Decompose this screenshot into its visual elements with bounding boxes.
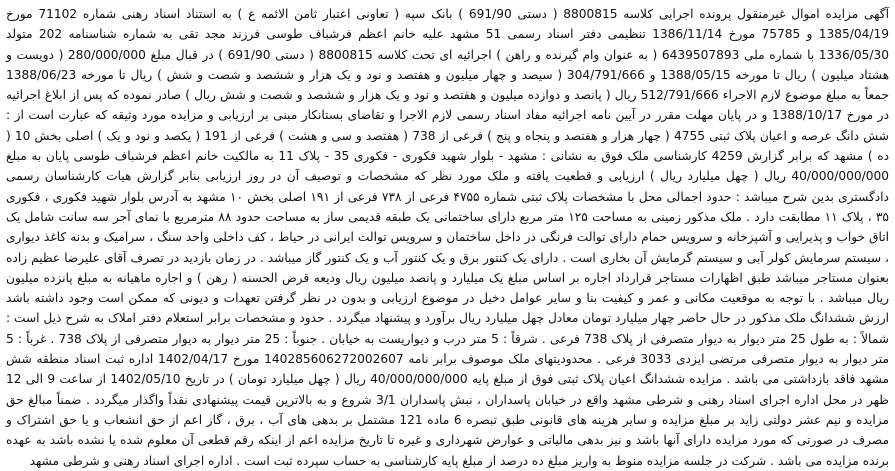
auction-notice-text: آگهی مزایده اموال غیرمنقول پرونده اجرایی کلاسه 8800815 ( دستی 691/90 ) بانک سپه ( تعاونی اعتبار ثامن الائمه ع ) به استناد اسناد رهنی شماره 71102 مورخ 1385/04/19 و 75785 مورخ 1386/11/14 تنظیمی دفتر اسناد رسمی 51 مشهد علیه خانم اعظم فرشباف طوسی فرزند مجد تقی به شماره شناسنامه 202 متولد 1336/05/30 با شماره ملی 6439507893 ( به عنوان وام گیرنده و راهن ) اجرائیه ای تحت کلاسه 8800815 ( دستی 691/90 ) در قبال مبلغ 280/000/000 ( دویست و هشتاد میلیون ) ریال تا مورخه 1388/05/15 و 304/791/666 ( سیصد و چهار میلیون و هفتصد و نود و یک هزار و ششصد و شصت و شش ) ریال تا مورخه 1388/06/23 جمعاً به مبلغ موضوع لازم الاجراء 512/791/666 ریال ( پانصد و دوازده میلیون و هفتصد و نود و یک هزار و ششصد و شصت و شش ریال ) صادر نموده که پس از ابلاغ اجرائیه در مورخ 1388/10/17 و در پایان مهلت مقرر در آیین نامه اجرائیه مفاد اسناد رسمی لازم الاجرا و تقاضای بستانکار مبنی بر ارزیابی و مزایده مورد وثیقه که عبارت است از : شش دانگ عرصه و اعیان پلاک ثبتی 4755 ( چهار هزار و هفتصد و پنجاه و پنج ) فرعی از 738 ( هفتصد و سی و هشت ) فرعی از 191 ( یکصد و نود و یک ) اصلی بخش 10 ( ده ) مشهد که برابر گزارش 4259 کارشناسی ملک فوق به نشانی : مشهد - بلوار شهید فکوری - فکوری 35 - پلاک 11 به مالکیت خانم اعظم فرشباف طوسی پایان به مبلغ 40/000/000/000 ریال ( چهل میلیارد ریال ) ارزیابی و قطعیت یافته و ملک مورد نظر که مشخصات و توصیف آن در روز ارزیابی بنابر گزارش هیات کارشناسان رسمی دادگستری بدین شرح میباشد : حدود اجمالی محل با مشخصات پلاک ثبتی شماره ۴۷۵۵ فرعی از ۷۳۸ فرعی از ۱۹۱ اصلی بخش ۱۰ مشهد به آدرس بلوار شهید فکوری ، فکوری ۳۵ ، پلاک ۱۱ مطابقت دارد . ملک مذکور زمینی به مساحت ۱۲۵ متر مربع دارای ساختمانی یک طبقه قدیمی ساز به مساحت حدود ۸۸ مترمربع با نمای آجر سه سانت شامل یک اتاق خواب و پذیرایی و آشپزخانه و سرویس حمام دارای توالت فرنگی در داخل ساختمان و سرویس توالت ایرانی در حیاط ، کف داخلی واحد سنگ ، سرامیک و بدنه کاغذ دیواری ، سیستم سرمایش کولر آبی و سیستم گرمایش آن بخاری است . دارای یک کنتور برق و یک کنتور آب و یک کنتور گاز میباشد . در زمان بازدید در تصرف آقای علیرضا عظیم زاده بعنوان مستاجر میباشد طبق اظهارات مستاجر قرارداد اجاره بر اساس مبلغ یک میلیارد و پانصد میلیون ریال ودیعه قرض الحسنه ( رهن ) و اجاره ماهیانه به مبلغ پانزده میلیون ریال میباشد . با توجه به موقعیت مکانی و عمر و کیفیت بنا و سایر عوامل دخیل در موضوع ارزیابی و بدون در نظر گرفتن تعهدات و دیونی که ممکن است وجود داشته باشد ارزش ششدانگ ملک مذکور در حال حاضر چهار میلیارد تومان معادل چهل میلیارد ریال برآورد و پیشنهاد میگردد . حدود و مشخصات برابر استعلام دفتر املاک به شرح ذیل است : شمالاً : به طول 25 متر دیوار به دیوار متصرفی از پلاک 738 فرعی . شرقاً : 5 متر درب و دیواریست به خیابان . جنوباً : 25 متر دیوار به دیوار متصرفی از پلاک 738 . غرباً : 5 متر دیوار به دیوار متصرفی مرتضی ایزدی 3033 فرعی . محدودیتهای ملک موصوف برابر نامه 140285606272002607 مورخ 1402/04/17 اداره ثبت اسناد منطقه شش مشهد فاقد بازداشتی می باشد . مزایده ششدانگ اعیان پلاک ثبتی فوق از مبلغ پایه 40/000/000/000 ریال ( چهل میلیارد تومان ) در تاریخ 1402/05/10 از ساعت 9 الی 12 ظهر در محل اداره اجرای اسناد رهنی و شرطی مشهد واقع در خیابان پاسداران ، نبش پاسداران 3/1 شروع و به بالاترین قیمت پیشنهادی نقداً واگذار میگردد . ضمناً مبالغ حق مزایده و نیم عشر دولتی زاید بر مبلغ مزایده و سایر هزینه های قانونی طبق تبصره 6 ماده 121 مشتمل بر بدهی های آب ، برق ، گاز اعم از حق انشعاب و یا حق اشتراک و مصرف در صورتی که مورد مزایده دارای آنها باشد و نیز بدهی مالیاتی و عوارض شهرداری و غیره تا تاریخ مزایده اعم از اینکه رقم قطعی آن معلوم شده یا نشده باشد به عهده برنده مزایده می باشد . شرکت در جلسه مزایده منوط به واریز مبلغ ده درصد از مبلغ پایه کارشناسی به حساب سپرده ثبت است . اداره اجرای اسناد رهنی و شرطی مشهد <box>6 7 890 468</box>
